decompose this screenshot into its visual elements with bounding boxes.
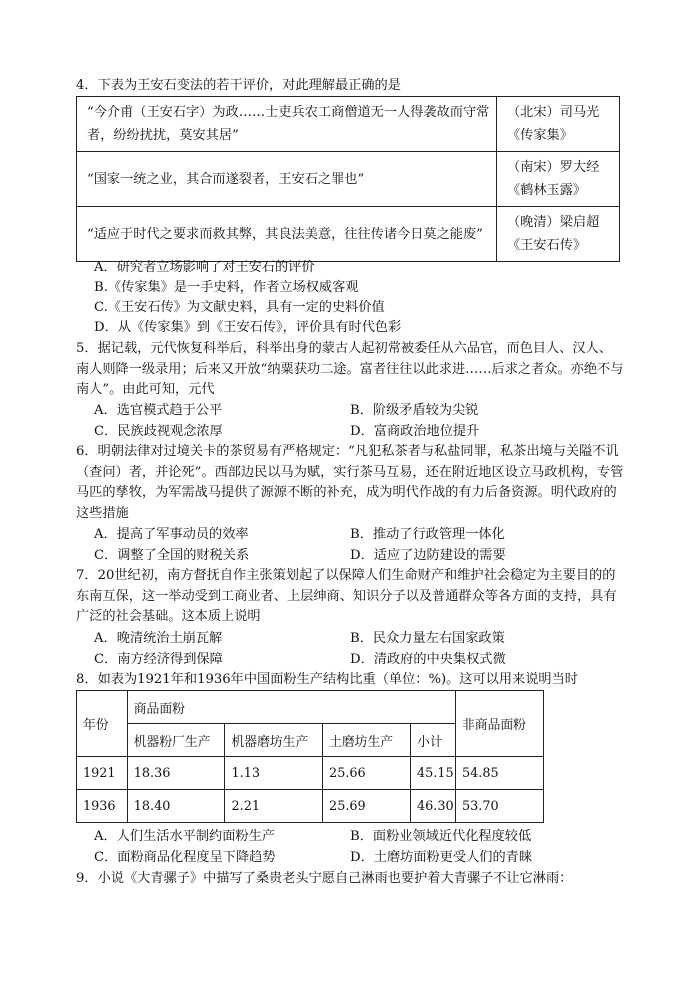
q5-option-d: D．富商政治地位提升 bbox=[350, 424, 480, 439]
q6-options-row2 bbox=[94, 546, 614, 566]
source-author: （晚清）梁启超 bbox=[507, 215, 600, 230]
q7-stem: 7．20世纪初，南方督抚自作主张策划起了以保障人们生命财产和维护社会稳定为主要目的的东南互保，这一举动受到工商业者、上层绅商、知识分子以及普通群众等各方面的支持，具有广泛的社会基础。这本质上说明 bbox=[76, 568, 617, 624]
q6-options-row1 bbox=[94, 525, 614, 545]
table-row bbox=[77, 757, 544, 790]
q6-option-c: C．调整了全国的财税关系 bbox=[94, 548, 250, 563]
table-cell-quote: “国家一统之业，其合而遂裂者，王安石之罪也” bbox=[77, 152, 497, 207]
q6-option-a: A．提高了军事动员的效率 bbox=[94, 527, 249, 542]
table-cell: 54.85 bbox=[455, 757, 543, 790]
table-header-row bbox=[77, 691, 544, 724]
q7-options-row2 bbox=[94, 650, 614, 670]
table-cell: 25.66 bbox=[323, 757, 411, 790]
q4-option-d: D．从《传家集》到《王安石传》，评价具有时代色彩 bbox=[94, 320, 402, 335]
table-cell: 45.15 bbox=[411, 757, 456, 790]
q4-option-b: B.《传家集》是一手史料，作者立场权威客观 bbox=[94, 280, 359, 295]
table-subheader: 土磨坊生产 bbox=[323, 724, 411, 757]
table-header-commodity: 商品面粉 bbox=[127, 691, 455, 724]
source-author: （北宋）司马光 bbox=[507, 105, 600, 120]
q8-stem: 8．如表为1921年和1936年中国面粉生产结构比重（单位：%)。这可以用来说明当时 bbox=[76, 672, 578, 687]
table-row bbox=[77, 207, 620, 262]
table-cell: 25.69 bbox=[323, 790, 411, 823]
q5-options-row2 bbox=[94, 422, 614, 442]
q8-option-c: C．面粉商品化程度呈下降趋势 bbox=[94, 850, 276, 865]
table-header-noncommodity: 非商品面粉 bbox=[455, 691, 543, 757]
q5-options-row1 bbox=[94, 401, 614, 421]
q7-options-row1 bbox=[94, 629, 614, 649]
table-cell: 1.13 bbox=[225, 757, 323, 790]
q5-option-a: A．选官模式趋于公平 bbox=[94, 403, 223, 418]
q8-option-a: A．人们生活水平制约面粉生产 bbox=[94, 829, 275, 844]
table-cell: 18.36 bbox=[127, 757, 225, 790]
q4-option-a: A．研究者立场影响了对王安石的评价 bbox=[94, 260, 315, 275]
source-book: 《王安石传》 bbox=[507, 238, 587, 253]
q9-stem: 9．小说《大青骡子》中描写了桑贵老头宁愿自己淋雨也要护着大青骡子不让它淋雨： bbox=[76, 871, 573, 886]
q8-options-row2 bbox=[94, 848, 614, 868]
table-cell: 2.21 bbox=[225, 790, 323, 823]
table-header-year: 年份 bbox=[77, 691, 128, 757]
q5-stem: 5．据记载，元代恢复科举后，科举出身的蒙古人起初常被委任从六品官，而色目人、汉人、南人则降一级录用；后来又开放“纳粟获功二途。富者往往以此求进……后求之者众。亦绝不与南人”。由此可知，元代 bbox=[76, 341, 624, 397]
table-cell: 46.30 bbox=[411, 790, 456, 823]
table-row bbox=[77, 97, 620, 152]
q8-option-b: B．面粉业领域近代化程度较低 bbox=[350, 829, 532, 844]
table-cell-year: 1921 bbox=[77, 757, 128, 790]
table-cell-source bbox=[497, 97, 620, 152]
q7-option-d: D．清政府的中央集权式微 bbox=[350, 652, 506, 667]
q6-option-d: D．适应了边防建设的需要 bbox=[350, 548, 506, 563]
table-cell-source bbox=[497, 207, 620, 262]
table-subheader: 机器磨坊生产 bbox=[225, 724, 323, 757]
table-cell-year: 1936 bbox=[77, 790, 128, 823]
q4-stem: 4．下表为王安石变法的若干评价，对此理解最正确的是 bbox=[76, 78, 401, 93]
table-row bbox=[77, 152, 620, 207]
q4-option-c: C.《王安石传》为文献史料，具有一定的史料价值 bbox=[94, 300, 385, 315]
q7-option-a: A．晚清统治土崩瓦解 bbox=[94, 631, 223, 646]
table-cell-quote: “适应于时代之要求而救其弊，其良法美意，往往传诸今日莫之能废” bbox=[77, 207, 497, 262]
table-cell-quote: “今介甫（王安石字）为政……士吏兵农工商僧道无一人得袭故而守常者，纷纷扰扰，莫安其居” bbox=[77, 97, 497, 152]
q5-option-b: B．阶级矛盾较为尖锐 bbox=[350, 403, 479, 418]
q8-table bbox=[76, 690, 544, 823]
table-cell: 18.40 bbox=[127, 790, 225, 823]
table-cell: 53.70 bbox=[455, 790, 543, 823]
q5-option-c: C．民族歧视观念浓厚 bbox=[94, 424, 223, 439]
q7-option-c: C．南方经济得到保障 bbox=[94, 652, 223, 667]
q4-table bbox=[76, 96, 620, 262]
source-author: （南宋）罗大经 bbox=[507, 160, 600, 175]
source-book: 《鹤林玉露》 bbox=[507, 183, 587, 198]
q8-options-row1 bbox=[94, 827, 614, 847]
table-subheader: 机器粉厂生产 bbox=[127, 724, 225, 757]
table-subheader: 小计 bbox=[411, 724, 456, 757]
q6-stem: 6．明朝法律对过境关卡的茶贸易有严格规定：“凡犯私茶者与私盐同罪，私茶出境与关隘不讥（查问）者，并论死”。西部边民以马为赋，实行茶马互易，还在附近地区设立马政机构，专管马匹的孳牧，为军需战马提供了源源不断的补充，成为明代作战的有力后备资源。明代政府的这些措施 bbox=[76, 444, 624, 521]
q6-option-b: B．推动了行政管理一体化 bbox=[350, 527, 505, 542]
source-book: 《传家集》 bbox=[507, 128, 573, 143]
q7-option-b: B．民众力量左右国家政策 bbox=[350, 631, 505, 646]
table-row bbox=[77, 790, 544, 823]
q8-option-d: D．土磨坊面粉更受人们的青睐 bbox=[350, 850, 533, 865]
table-cell-source bbox=[497, 152, 620, 207]
